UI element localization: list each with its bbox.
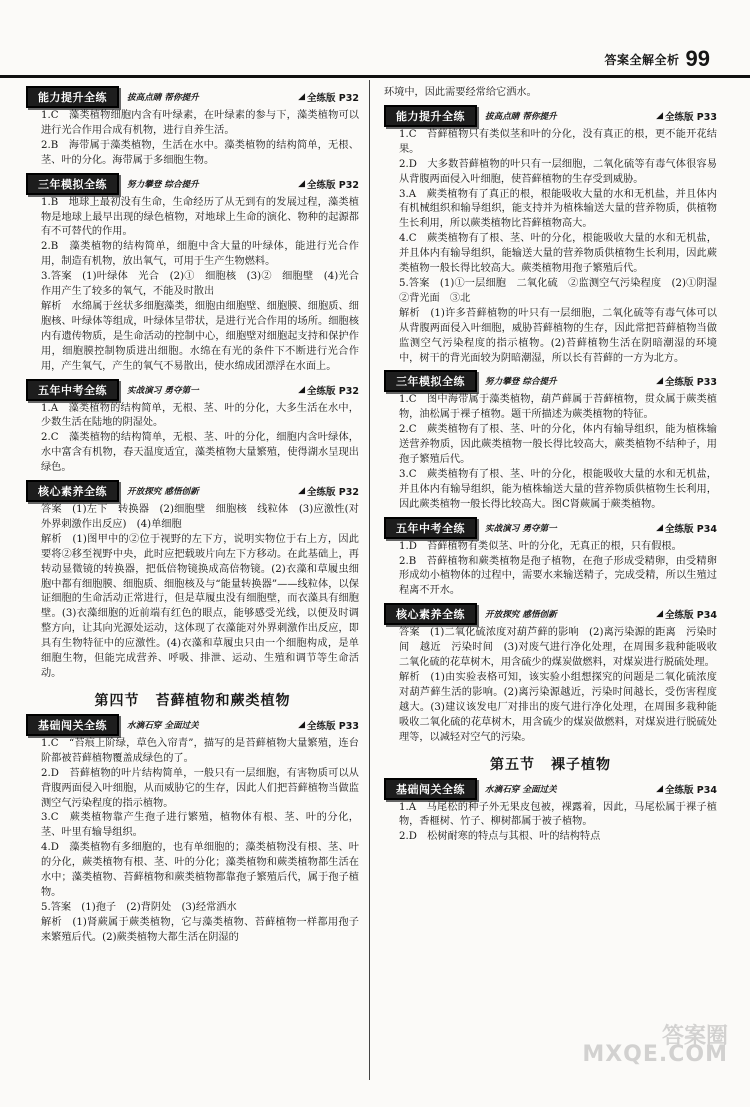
- answer-paragraph: 2.D 大多数苔藓植物的叶只有一层细胞，二氧化硫等有毒气体很容易从背腹两面侵入叶细胞，使苔藓植物的生存受到威胁。: [399, 158, 717, 185]
- right-column: [384, 86, 728, 845]
- left-column: [26, 82, 359, 946]
- section-slogan: 水滴石穿 全面过关: [485, 784, 557, 795]
- practice-reference: [656, 607, 717, 621]
- section-tag: 基础闯关全练: [26, 714, 119, 736]
- section-tag: 核心素养全练: [384, 603, 477, 625]
- section-bar: [26, 482, 359, 500]
- answer-paragraph: 1.A 马尾松的种子外无果皮包被，裸露着，因此，马尾松属于裸子植物，香榧树、竹子、柳树都属于被子植物。: [399, 801, 717, 828]
- answer-paragraph: 解析 (1)由实验表格可知，该实验小组想探究的问题是二氧化硫浓度对葫芦藓生活的影响。(2)离污染源越近，污染时间越长，受伤害程度越大。(3)建议该发电厂对排出的废气进行净化处理，在周围多栽种能吸收二氧化硫的花草树木，用含硫少的煤炭做燃料，对煤炭进行脱硫处理等，以减轻对空气的污染。: [399, 672, 717, 743]
- practice-reference: [298, 177, 359, 191]
- section-slogan: 拔高点睛 帮你提升: [127, 93, 199, 103]
- reference-text: 全练版 P32: [307, 179, 359, 191]
- arrow-icon: ◢: [656, 376, 663, 387]
- header-label: 答案全解全析: [604, 52, 680, 67]
- answer-paragraph: 解析 (1)许多苔藓植物的叶只有一层细胞，二氧化硫等有毒气体可以从背腹两面侵入叶细胞，威胁苔藓植物的生存，因此常把苔藓植物当做监测空气污染程度的指示植物。(2)苔藓植物生活在阴暗潮湿的环境中，树干的背光面较为阴暗潮湿，所以长有苔藓的一方为北方。: [399, 307, 717, 364]
- section-bar: [384, 372, 717, 390]
- section-slogan: 开放探究 感悟创新: [485, 610, 557, 621]
- watermark-url: MXQE.COM: [582, 1042, 728, 1067]
- arrow-icon: ◢: [656, 110, 663, 121]
- arrow-icon: ◢: [656, 609, 663, 620]
- section-number: 第四节: [94, 692, 140, 709]
- practice-reference: [298, 484, 359, 498]
- answer-paragraph: 1.C “苔痕上阶绿，草色入帘青”，描写的是苔藓植物大量繁殖，连台阶都被苔藓植物覆盖成绿色的了。: [41, 737, 359, 764]
- answer-paragraph: 解析 (1)肾蕨属于蕨类植物，它与藻类植物、苔藓植物一样都用孢子来繁殖后代。(2)蕨类植物大都生活在阴湿的: [41, 916, 359, 943]
- answer-paragraph: 5.答案 (1)孢子 (2)背阴处 (3)经常洒水: [41, 901, 237, 913]
- watermark: [582, 1019, 728, 1067]
- practice-reference: [298, 718, 359, 732]
- arrow-icon: ◢: [298, 486, 305, 497]
- arrow-icon: ◢: [656, 522, 663, 533]
- practice-reference: [656, 521, 717, 535]
- section-bar: [26, 381, 359, 399]
- section-slogan: 开放探究 感悟创新: [127, 487, 199, 498]
- section-tag: 五年中考全练: [26, 379, 119, 401]
- reference-text: 全练版 P32: [307, 385, 359, 397]
- answer-paragraph: 3.C 蕨类植物靠产生孢子进行繁殖，植物体有根、茎、叶的分化，茎、叶里有输导组织。: [41, 812, 359, 839]
- arrow-icon: ◢: [298, 92, 305, 102]
- arrow-icon: ◢: [298, 178, 305, 189]
- reference-text: 全练版 P34: [665, 784, 717, 796]
- answer-paragraph: 1.C 苔藓植物只有类似茎和叶的分化，没有真正的根，更不能开花结果。: [399, 128, 717, 155]
- section-slogan: 水滴石穿 全面过关: [127, 720, 199, 731]
- section-tag: 核心素养全练: [26, 480, 119, 502]
- section-bar: [384, 780, 717, 798]
- section-tag: 能力提升全练: [384, 105, 477, 127]
- arrow-icon: ◢: [298, 719, 305, 730]
- section-slogan: 努力攀登 综合提升: [485, 377, 557, 388]
- section-slogan: 实战演习 勇夺第一: [127, 385, 199, 396]
- answer-paragraph: 2.C 蕨类植物有了根、茎、叶的分化，体内有输导组织，能为植株输送营养物质，因此蕨类植物一般长得比较高大，蕨类植物不结种子，用孢子繁殖后代。: [399, 424, 717, 466]
- answer-paragraph: 1.D 苔藓植物有类似茎、叶的分化，无真正的根，只有假根。: [399, 540, 682, 552]
- section-tag: 基础闯关全练: [384, 778, 477, 800]
- section-tag: 能力提升全练: [26, 86, 119, 108]
- answer-paragraph: 答案 (1)二氧化硫浓度对葫芦藓的影响 (2)离污染源的距离 污染时间 越近 污染时间 (3)对废气进行净化处理，在周围多栽种能吸收二氧化硫的花草树木，用含硫少的煤炭做燃料，对煤炭进行脱硫处理。: [399, 627, 717, 669]
- answer-paragraph: 2.B 藻类植物的结构简单，细胞中含大量的叶绿体，能进行光合作用，制造有机物，放出氧气，可用于生产生物燃料。: [41, 241, 359, 268]
- practice-reference: [298, 90, 359, 104]
- reference-text: 全练版 P34: [665, 523, 717, 535]
- section-heading: [384, 754, 717, 774]
- page-number: 99: [685, 46, 710, 71]
- section-slogan: 实战演习 勇夺第一: [485, 523, 557, 534]
- section-bar: [384, 519, 717, 537]
- arrow-icon: ◢: [298, 384, 305, 395]
- column-divider: [369, 80, 370, 1080]
- section-heading: [26, 690, 359, 710]
- section-number: 第五节: [490, 756, 535, 773]
- section-title: 裸子植物: [551, 756, 611, 773]
- section-tag: 三年模拟全练: [26, 173, 119, 195]
- answer-paragraph: 4.D 藻类植物有多细胞的，也有单细胞的；藻类植物没有根、茎、叶的分化，蕨类植物有根、茎、叶的分化；藻类植物和蕨类植物都生活在水中；藻类植物、苔藓植物和蕨类植物都靠孢子繁殖后代，属于孢子植物。: [41, 842, 359, 898]
- practice-reference: [656, 782, 717, 796]
- answer-paragraph: 2.C 藻类植物的结构简单，无根、茎、叶的分化，细胞内含叶绿体，水中富含有机物，春天温度适宜，藻类植物大量繁殖，使得湖水呈现出绿色。: [41, 432, 359, 474]
- header-rule: [0, 75, 750, 78]
- reference-text: 全练版 P33: [665, 111, 717, 123]
- answer-paragraph: 2.B 海带属于藻类植物，生活在水中。藻类植物的结构简单，无根、茎、叶的分化。海带属于多细胞生物。: [41, 139, 359, 166]
- answer-paragraph: 解析 (1)图甲中的②位于视野的左下方，说明实物位于右上方，因此要将②移至视野中央，此时应把载玻片向左下方移动。在此基础上，再转动显微镜的转换器，把低倍物镜换成高倍物镜。(2)衣藻和草履虫细胞中都有细胞膜、细胞质、细胞核及与“能量转换器”——线粒体，以保证细胞的生命活动正常进行，但是草履虫没有细胞壁，而衣藻具有细胞壁。(3)衣藻细胞的近前端有红色的眼点，能够感受光线，以便及时调整方向，让其向光源处运动，这体现了衣藻能对外界刺激作出反应，即具有生物特征中的应激性。(4)衣藻和草履虫只由一个细胞构成，是单细胞生物，但能完成营养、呼吸、排泄、运动、生殖和调节等生命活动。: [41, 533, 359, 679]
- section-bar: [384, 605, 717, 623]
- section-slogan: 努力攀登 综合提升: [127, 179, 199, 190]
- answer-paragraph: 3.答案 (1)叶绿体 光合 (2)① 细胞核 (3)② 细胞壁 (4)光合作用产生了较多的氧气，不能及时散出: [41, 271, 359, 298]
- reference-text: 全练版 P34: [665, 610, 717, 622]
- answer-paragraph: 解析 水绵属于丝状多细胞藻类，细胞由细胞壁、细胞膜、细胞质、细胞核、叶绿体等组成，叶绿体呈带状，是进行光合作用的场所。细胞核内有遗传物质，是生命活动的控制中心，细胞壁对细胞起支持和保护作用，细胞膜控制物质进出细胞。水绵在有光的条件下不断进行光合作用，产生氧气，产生的氧气不易散出，使水绵成团漂浮在水面上。: [41, 300, 359, 372]
- watermark-title: 答案圈: [661, 1024, 728, 1049]
- answer-paragraph: 3.A 蕨类植物有了真正的根，根能吸收大量的水和无机盐，并且体内有机械组织和输导组织，能支持并为植株输送大量的营养物质，供植物生长利用，所以蕨类植物比苔藓植物高大。: [399, 188, 717, 230]
- section-bar: [384, 107, 717, 125]
- practice-reference: [298, 383, 359, 397]
- answer-paragraph: 4.C 蕨类植物有了根、茎、叶的分化，根能吸收大量的水和无机盐，并且体内有输导组织，能输送大量的营养物质供植物生长利用，因此蕨类植物一般长得比较高大。蕨类植物用孢子繁殖后代。: [399, 233, 717, 275]
- reference-text: 全练版 P32: [307, 93, 359, 104]
- practice-reference: [656, 374, 717, 388]
- answer-paragraph: 3.C 蕨类植物有了根、茎、叶的分化，根能吸收大量的水和无机盐，并且体内有输导组织，能为植株输送大量的营养物质供植物生长利用，因此蕨类植物一般长得比较高大。图C肾蕨属于蕨类植物。: [399, 468, 717, 510]
- answer-paragraph: 1.C 图中海带属于藻类植物，葫芦藓属于苔藓植物，贯众属于蕨类植物，油松属于裸子植物。题干所描述为蕨类植物的特征。: [399, 394, 717, 421]
- answer-paragraph: 环境中，因此需要经常给它洒水。: [384, 87, 537, 98]
- practice-reference: [656, 109, 717, 123]
- answer-paragraph: 1.A 藻类植物的结构简单，无根、茎、叶的分化，大多生活在水中，少数生活在陆地的阴湿处。: [41, 402, 359, 429]
- answer-paragraph: 2.B 苔藓植物和蕨类植物是孢子植物，在孢子形成受精卵，由受精卵形成幼小植物体的过程中，需要水来输送精子，完成受精，所以生殖过程离不开水。: [399, 555, 717, 597]
- section-bar: [26, 175, 359, 193]
- answer-paragraph: 1.C 藻类植物细胞内含有叶绿素，在叶绿素的参与下，藻类植物可以进行光合作用合成有机物，进行自养生活。: [41, 110, 359, 136]
- answer-paragraph: 5.答案 (1)①一层细胞 二氧化硫 ②监测空气污染程度 (2)①阴湿 ②背光面 ③北: [399, 277, 728, 304]
- section-tag: 五年中考全练: [384, 517, 477, 539]
- reference-text: 全练版 P33: [307, 720, 359, 732]
- reference-text: 全练版 P32: [307, 487, 359, 499]
- section-bar: [26, 716, 359, 734]
- answer-paragraph: 2.D 松树耐寒的特点与其根、叶的结构特点: [399, 831, 601, 843]
- answer-paragraph: 2.D 苔藓植物的叶片结构简单，一般只有一层细胞，有害物质可以从背腹两面侵入叶细胞，从而威胁它的生存，因此人们把苔藓植物当做监测空气污染程度的指示植物。: [41, 767, 359, 809]
- section-slogan: 拔高点睛 帮你提升: [485, 111, 557, 122]
- section-title: 苔藓植物和蕨类植物: [155, 692, 291, 709]
- reference-text: 全练版 P33: [665, 377, 717, 389]
- page-header: [605, 46, 711, 72]
- section-bar: [26, 88, 359, 106]
- answer-paragraph: 答案 (1)左下 转换器 (2)细胞壁 细胞核 线粒体 (3)应激性(对外界刺激作出反应) (4)单细胞: [41, 504, 359, 530]
- section-tag: 三年模拟全练: [384, 370, 477, 392]
- arrow-icon: ◢: [656, 783, 663, 794]
- answer-paragraph: 1.B 地球上最初没有生命，生命经历了从无到有的发展过程，藻类植物是地球上最早出现的绿色植物，对地球上生命的演化、物种的起源都有不可替代的作用。: [41, 196, 359, 238]
